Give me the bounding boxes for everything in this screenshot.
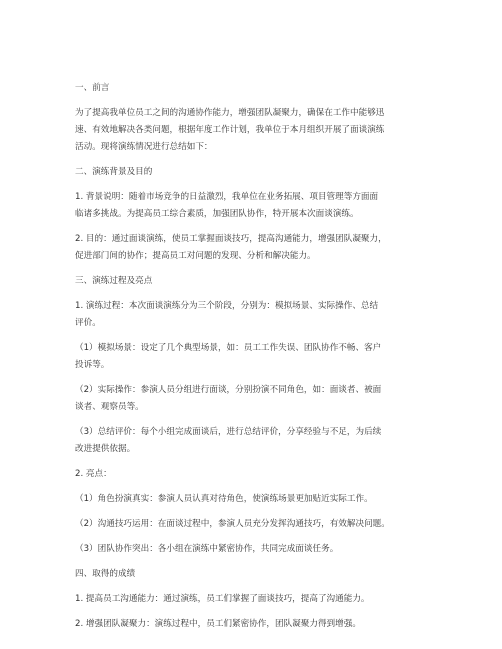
section bbox=[75, 80, 435, 156]
paragraph-line: 投诉等。 bbox=[75, 360, 110, 370]
document-body bbox=[75, 80, 435, 633]
paragraph-line: 2. 目的：通过面谈演练，使员工掌握面谈技巧，提高沟通能力，增强团队凝聚力， bbox=[75, 234, 387, 244]
paragraph-line: 促进部门间的协作；提高员工对问题的发现、分析和解决能力。 bbox=[75, 251, 316, 261]
paragraph-line: 谈者、观察员等。 bbox=[75, 402, 144, 412]
paragraph-line: （3）总结评价：每个小组完成面谈后，进行总结评价，分享经验与不足，为后续 bbox=[75, 427, 382, 437]
paragraph bbox=[75, 340, 435, 374]
section-heading: 一、前言 bbox=[75, 83, 110, 93]
paragraph-line: 2. 亮点： bbox=[75, 469, 112, 479]
paragraph-line: （3）团队协作突出：各小组在演练中紧密协作，共同完成面谈任务。 bbox=[75, 544, 339, 554]
document-page bbox=[75, 80, 435, 641]
section bbox=[75, 164, 435, 265]
paragraph-line: 速、有效地解决各类问题，根据年度工作计划，我单位于本月组织开展了面谈演练 bbox=[75, 125, 385, 135]
section-heading: 二、演练背景及目的 bbox=[75, 167, 153, 177]
paragraph bbox=[75, 298, 435, 332]
paragraph-line: 评价。 bbox=[75, 318, 101, 328]
paragraph-line: 临诸多挑战。为提高员工综合素质，加强团队协作，特开展本次面谈演练。 bbox=[75, 209, 359, 219]
paragraph-line: 活动。现将演练情况进行总结如下： bbox=[75, 142, 213, 152]
paragraph-line: 2. 增强团队凝聚力：演练过程中，员工们紧密协作，团队凝聚力得到增强。 bbox=[75, 619, 361, 629]
paragraph-line: （2）沟通技巧运用：在面谈过程中，参演人员充分发挥沟通技巧，有效解决问题。 bbox=[75, 519, 390, 529]
paragraph bbox=[75, 591, 435, 608]
section-heading: 四、取得的成绩 bbox=[75, 569, 136, 579]
paragraph-line: （2）实际操作：参演人员分组进行面谈，分别扮演不同角色，如：面谈者、被面 bbox=[75, 385, 382, 395]
paragraph-line: 改进提供依据。 bbox=[75, 444, 136, 454]
paragraph bbox=[75, 466, 435, 483]
paragraph-line: 1. 提高员工沟通能力：通过演练，员工们掌握了面谈技巧，提高了沟通能力。 bbox=[75, 594, 370, 604]
paragraph bbox=[75, 424, 435, 458]
paragraph-line: 为了提高我单位员工之间的沟通协作能力，增强团队凝聚力，确保在工作中能够迅 bbox=[75, 108, 385, 118]
paragraph bbox=[75, 616, 435, 633]
paragraph bbox=[75, 189, 435, 223]
section-heading: 三、演练过程及亮点 bbox=[75, 276, 153, 286]
paragraph bbox=[75, 105, 435, 156]
paragraph-line: 1. 演练过程：本次面谈演练分为三个阶段，分别为：模拟场景、实际操作、总结 bbox=[75, 301, 379, 311]
paragraph bbox=[75, 516, 435, 533]
paragraph-line: （1）角色扮演真实：参演人员认真对待角色，使演练场景更加贴近实际工作。 bbox=[75, 494, 373, 504]
section bbox=[75, 566, 435, 633]
section bbox=[75, 273, 435, 558]
paragraph bbox=[75, 491, 435, 508]
paragraph-line: （1）模拟场景：设定了几个典型场景，如：员工工作失误、团队协作不畅、客户 bbox=[75, 343, 382, 353]
paragraph-line: 1. 背景说明：随着市场竞争的日益激烈，我单位在业务拓展、项目管理等方面面 bbox=[75, 192, 379, 202]
paragraph bbox=[75, 382, 435, 416]
paragraph bbox=[75, 231, 435, 265]
paragraph bbox=[75, 541, 435, 558]
